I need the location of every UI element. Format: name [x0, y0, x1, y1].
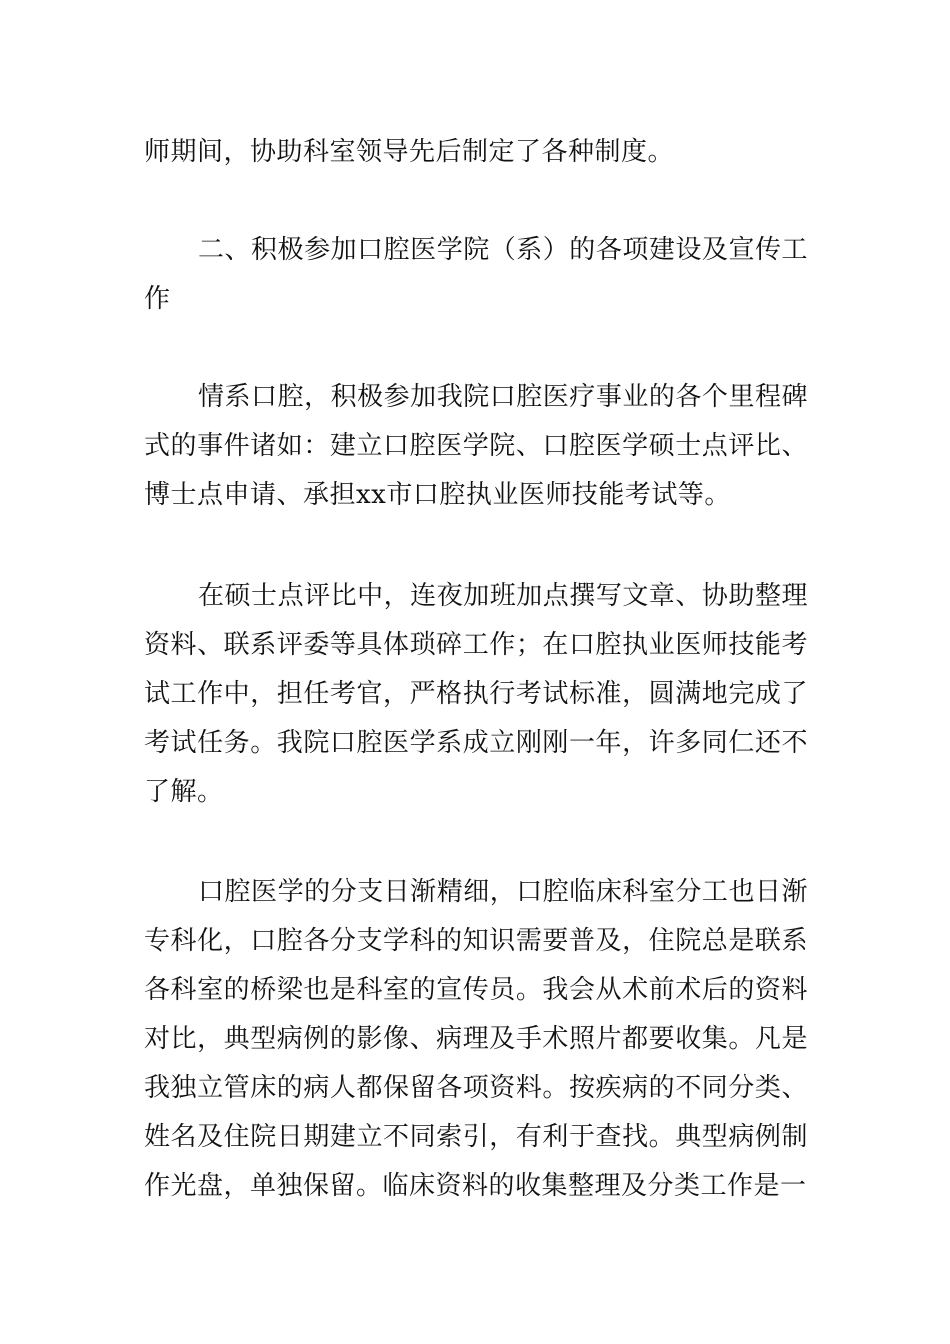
paragraph-milestones: 情系口腔，积极参加我院口腔医疗事业的各个里程碑式的事件诸如：建立口腔医学院、口腔医学硕士点评比、博士点申请、承担xx市口腔执业医师技能考试等。 [144, 382, 808, 510]
paragraph-evaluation-work: 在硕士点评比中，连夜加班加点撰写文章、协助整理资料、联系评委等具体琐碎工作；在口腔执业医师技能考试工作中，担任考官，严格执行考试标准，圆满地完成了考试任务。我院口腔医学系成立刚刚一年，许多同仁还不了解。 [144, 581, 808, 807]
section-heading: 二、积极参加口腔医学院（系）的各项建设及宣传工作 [144, 235, 808, 314]
paragraph-data-collection: 口腔医学的分支日渐精细，口腔临床科室分工也日渐专科化，口腔各分支学科的知识需要普及，住院总是联系各科室的桥梁也是科室的宣传员。我会从术前术后的资料对比，典型病例的影像、病理及手术照片都要收集。凡是我独立管床的病人都保留各项资料。按疾病的不同分类、姓名及住院日期建立不同索引，有利于查找。典型病例制作光盘，单独保留。临床资料的收集整理及分类工作是一 [144, 877, 808, 1201]
paragraph-continuation: 师期间，协助科室领导先后制定了各种制度。 [144, 137, 675, 167]
